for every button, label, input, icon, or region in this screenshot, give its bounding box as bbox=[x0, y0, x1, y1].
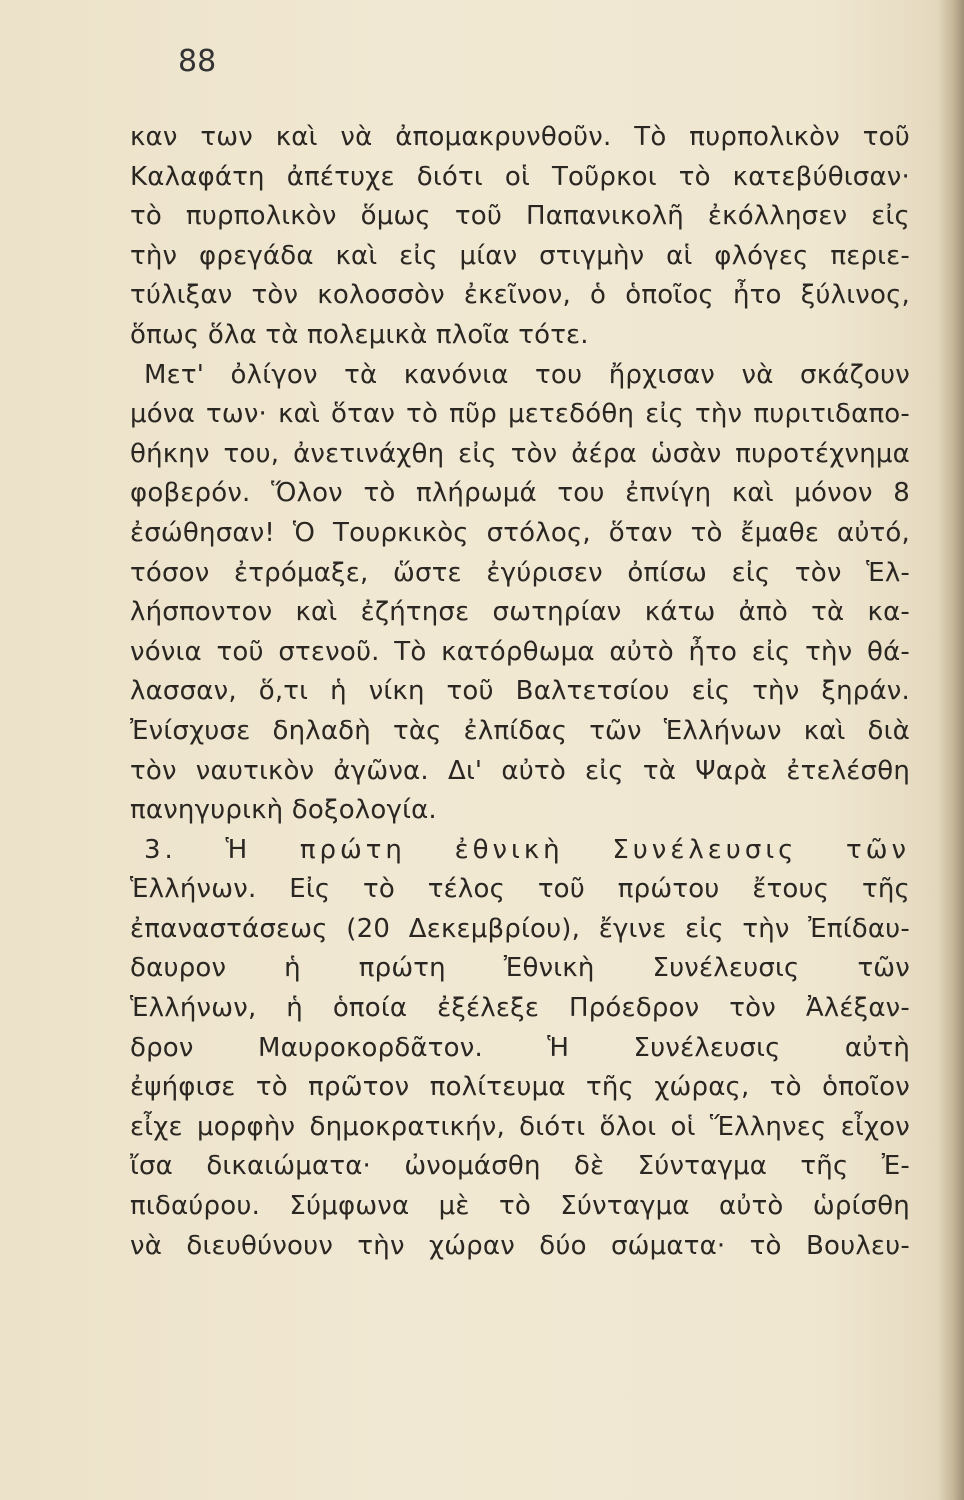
text-line: τὸ πυρπολικὸν ὅμως τοῦ Παπανικολῆ ἐκόλλησεν εἰς bbox=[130, 201, 910, 232]
text-line: ὅπως ὅλα τὰ πολεμικὰ πλοῖα τότε. bbox=[130, 319, 589, 350]
text-line: Ἑλλήνων, ἡ ὁποία ἐξέλεξε Πρόεδρον τὸν Ἀλέξαν- bbox=[130, 993, 910, 1024]
page-edge-shadow bbox=[938, 0, 964, 1500]
text-line: τὸν ναυτικὸν ἀγῶνα. Δι' αὐτὸ εἰς τὰ Ψαρὰ ἐτελέσθη bbox=[130, 755, 910, 786]
text-line: νόνια τοῦ στενοῦ. Τὸ κατόρθωμα αὐτὸ ἦτο εἰς τὴν θά- bbox=[130, 636, 910, 667]
body-text bbox=[130, 118, 910, 1266]
text-line: ἐπαναστάσεως (20 Δεκεμβρίου), ἔγινε εἰς τὴν Ἐπίδαυ- bbox=[130, 913, 910, 944]
text-line: ἐσώθησαν! Ὁ Τουρκικὸς στόλος, ὅταν τὸ ἔμαθε αὐτό, bbox=[130, 517, 910, 548]
page-number: 88 bbox=[178, 44, 217, 79]
text-line: δαυρον ἡ πρώτη Ἐθνικὴ Συνέλευσις τῶν bbox=[130, 953, 910, 984]
text-line: ἐψήφισε τὸ πρῶτον πολίτευμα τῆς χώρας, τὸ ὁποῖον bbox=[130, 1072, 910, 1103]
text-line: πιδαύρου. Σύμφωνα μὲ τὸ Σύνταγμα αὐτὸ ὡρίσθη bbox=[130, 1191, 910, 1222]
text-line: μόνα των· καὶ ὅταν τὸ πῦρ μετεδόθη εἰς τὴν πυριτιδαπο- bbox=[130, 399, 910, 430]
text-line: τὴν φρεγάδα καὶ εἰς μίαν στιγμὴν αἱ φλόγες περιε- bbox=[130, 240, 910, 271]
text-line: λασσαν, ὅ,τι ἡ νίκη τοῦ Βαλτετσίου εἰς τὴν ξηράν. bbox=[130, 676, 910, 707]
text-line: Ἑλλήνων. Εἰς τὸ τέλος τοῦ πρώτου ἔτους τῆς bbox=[130, 874, 910, 905]
text-line: Ἐνίσχυσε δηλαδὴ τὰς ἐλπίδας τῶν Ἑλλήνων καὶ διὰ bbox=[130, 715, 910, 746]
text-line: πανηγυρικὴ δοξολογία. bbox=[130, 795, 437, 826]
text-line: νὰ διευθύνουν τὴν χώραν δύο σώματα· τὸ Βουλευ- bbox=[130, 1230, 910, 1261]
text-line: θήκην του, ἀνετινάχθη εἰς τὸν ἀέρα ὡσὰν πυροτέχνημα bbox=[130, 438, 910, 469]
text-line: καν των καὶ νὰ ἀπομακρυνθοῦν. Τὸ πυρπολικὸν τοῦ bbox=[130, 122, 910, 152]
text-line: λήσποντον καὶ ἐζήτησε σωτηρίαν κάτω ἀπὸ τὰ κα- bbox=[130, 597, 910, 628]
text-line: Μετ' ὀλίγον τὰ κανόνια του ἤρχισαν νὰ σκάζουν bbox=[144, 359, 910, 390]
text-line: δρον Μαυροκορδᾶτον. Ἡ Συνέλευσις αὐτὴ bbox=[130, 1032, 910, 1063]
text-line: εἶχε μορφὴν δημοκρατικήν, διότι ὅλοι οἱ Ἕλληνες εἶχον bbox=[130, 1111, 910, 1142]
text-line: ἴσα δικαιώματα· ὠνομάσθη δὲ Σύνταγμα τῆς Ἐ- bbox=[130, 1151, 910, 1182]
text-line: τύλιξαν τὸν κολοσσὸν ἐκεῖνον, ὁ ὁποῖος ἦτο ξύλινος, bbox=[130, 280, 910, 311]
text-line: τόσον ἐτρόμαξε, ὥστε ἐγύρισεν ὀπίσω εἰς τὸν Ἑλ- bbox=[130, 557, 910, 588]
section-heading-line: 3. Ἡ πρώτη ἐθνικὴ Συνέλευσις τῶν bbox=[144, 834, 910, 865]
text-line: Καλαφάτη ἀπέτυχε διότι οἱ Τοῦρκοι τὸ κατεβύθισαν· bbox=[130, 161, 910, 192]
text-line: φοβερόν. Ὅλον τὸ πλήρωμά του ἐπνίγη καὶ μόνον 8 bbox=[130, 478, 910, 509]
